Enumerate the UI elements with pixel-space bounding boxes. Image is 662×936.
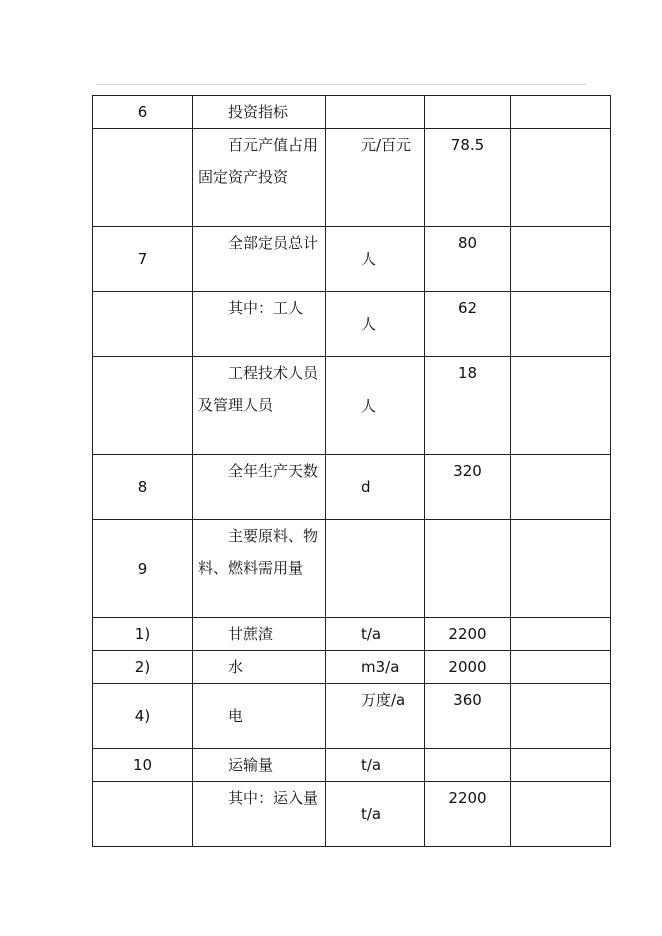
row-number-cell [93,292,193,357]
item-cell: 水 [193,651,326,684]
item-cell: 其中：运入量 [193,782,326,847]
item-cell: 投资指标 [193,96,326,129]
unit-cell: d [326,455,425,520]
note-cell [511,129,611,227]
value-cell: 2000 [425,651,511,684]
row-number-cell: 7 [93,227,193,292]
unit-cell: 人 [326,292,425,357]
unit-cell: t/a [326,749,425,782]
table-row [93,455,611,520]
unit-cell: 万度/a [326,684,425,749]
row-number-cell: 8 [93,455,193,520]
note-cell [511,227,611,292]
note-cell [511,749,611,782]
item-cell: 运输量 [193,749,326,782]
unit-cell [326,96,425,129]
item-cell: 全部定员总计 [193,227,326,292]
value-cell [425,520,511,618]
note-cell [511,782,611,847]
table-row [93,520,611,618]
row-number-cell: 2) [93,651,193,684]
unit-cell: m3/a [326,651,425,684]
note-cell [511,684,611,749]
table-row [93,357,611,455]
unit-cell: t/a [326,618,425,651]
note-cell [511,455,611,520]
item-cell: 电 [193,684,326,749]
note-cell [511,357,611,455]
note-cell [511,292,611,357]
table-row [93,684,611,749]
value-cell: 80 [425,227,511,292]
item-cell: 工程技术人员及管理人员 [193,357,326,455]
header-rule [96,84,586,85]
indicator-table [92,95,611,847]
row-number-cell: 6 [93,96,193,129]
item-cell: 其中：工人 [193,292,326,357]
note-cell [511,96,611,129]
row-number-cell: 10 [93,749,193,782]
item-cell: 主要原料、物料、燃料需用量 [193,520,326,618]
table-row [93,96,611,129]
row-number-cell [93,782,193,847]
item-cell: 甘蔗渣 [193,618,326,651]
value-cell: 2200 [425,618,511,651]
value-cell: 62 [425,292,511,357]
item-cell: 百元产值占用固定资产投资 [193,129,326,227]
value-cell: 360 [425,684,511,749]
row-number-cell: 4) [93,684,193,749]
table-row [93,782,611,847]
unit-cell: 人 [326,357,425,455]
table-row [93,292,611,357]
table-row [93,227,611,292]
unit-cell [326,520,425,618]
note-cell [511,520,611,618]
unit-cell: 人 [326,227,425,292]
value-cell: 2200 [425,782,511,847]
table-row [93,618,611,651]
value-cell: 320 [425,455,511,520]
value-cell: 18 [425,357,511,455]
row-number-cell [93,357,193,455]
value-cell [425,96,511,129]
note-cell [511,618,611,651]
note-cell [511,651,611,684]
unit-cell: 元/百元 [326,129,425,227]
item-cell: 全年生产天数 [193,455,326,520]
table-row [93,749,611,782]
value-cell [425,749,511,782]
unit-cell: t/a [326,782,425,847]
table-row [93,651,611,684]
row-number-cell: 1) [93,618,193,651]
table-row [93,129,611,227]
row-number-cell [93,129,193,227]
value-cell: 78.5 [425,129,511,227]
row-number-cell: 9 [93,520,193,618]
